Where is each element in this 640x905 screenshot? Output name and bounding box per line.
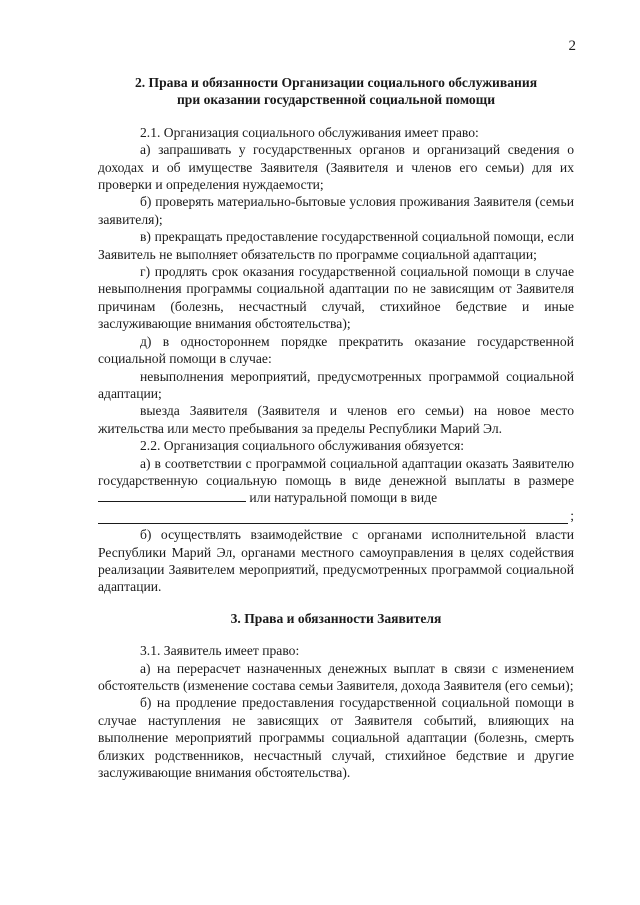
clause-3-1-b: б) на продление предоставления государственной социальной помощи в случае наступления не зависящих от Заявителя событий, влияющих на выполнение мероприятий программы социальной адаптации (болезнь, смерть близких родственников, несчастный случай, стихийное бедствие и другие заслуживающие внимания обстоятельства). xyxy=(98,695,574,781)
clause-2-1-g: г) продлять срок оказания государственной социальной помощи в случае невыполнения программы социальной адаптации по не зависящим от Заявителя причинам (болезнь, несчастный случай, стихийное бедствие и иные заслуживающие внимания обстоятельства); xyxy=(98,264,574,332)
clause-3-1: 3.1. Заявитель имеет право: xyxy=(140,643,300,659)
clause-2-1-v: в) прекращать предоставление государственной социальной помощи, если Заявитель не выполняет обязательств по программе социальной адаптации; xyxy=(98,229,574,262)
clause-2-1-b: б) проверять материально-бытовые условия проживания Заявителя (семьи заявителя); xyxy=(98,194,574,227)
in-kind-help-blank xyxy=(98,510,568,524)
clause-2-1: 2.1. Организация социального обслуживания имеет право: xyxy=(140,124,479,140)
amount-blank xyxy=(98,489,246,502)
clause-2-1-d-item-1: невыполнения мероприятий, предусмотренных программой социальной адаптации; xyxy=(98,368,574,401)
page-number: 2 xyxy=(568,38,576,54)
clause-2-2-b: б) осуществлять взаимодействие с органами исполнительной власти Республики Марий Эл, органами местного самоуправления в целях содействия реализации Заявителем мероприятий, предусмотренных программой социальной адаптации. xyxy=(98,527,574,595)
document-body xyxy=(98,74,574,781)
clause-3-1-a: а) на перерасчет назначенных денежных выплат в связи с изменением обстоятельств (изменение состава семьи Заявителя, дохода Заявителя (его семьи); xyxy=(98,660,574,693)
clause-2-1-d-item-2: выезда Заявителя (Заявителя и членов его семьи) на новое место жительства или место пребывания за пределы Республики Марий Эл. xyxy=(98,403,574,436)
clause-2-1-d: д) в одностороннем порядке прекратить оказание государственной социальной помощи в случае: xyxy=(98,333,574,367)
clause-2-2-a-start: а) в соответствии с программой социальной адаптации оказать Заявителю государственную социальную помощь в виде денежной выплаты в размере xyxy=(98,455,574,488)
section-3-title: 3. Права и обязанности Заявителя xyxy=(230,610,442,626)
clause-2-2: 2.2. Организация социального обслуживания обязуется: xyxy=(140,438,465,454)
clause-2-2-a-end: ; xyxy=(570,507,574,523)
section-3-heading xyxy=(98,610,574,627)
clause-2-1-a: а) запрашивать у государственных органов и организаций сведения о доходах и об имуществе Заявителя (Заявителя и членов его семьи) для их проверки и определения нуждаемости; xyxy=(98,142,574,193)
clause-2-2-a xyxy=(98,455,574,507)
section-2-title-line-1: 2. Права и обязанности Организации социального обслуживания xyxy=(134,75,538,90)
section-2-heading xyxy=(98,74,574,109)
in-kind-help-row xyxy=(98,507,574,524)
clause-2-2-a-mid: или натуральной помощи в виде xyxy=(249,490,438,506)
section-2-title-line-2: при оказании государственной социальной помощи xyxy=(176,92,496,108)
